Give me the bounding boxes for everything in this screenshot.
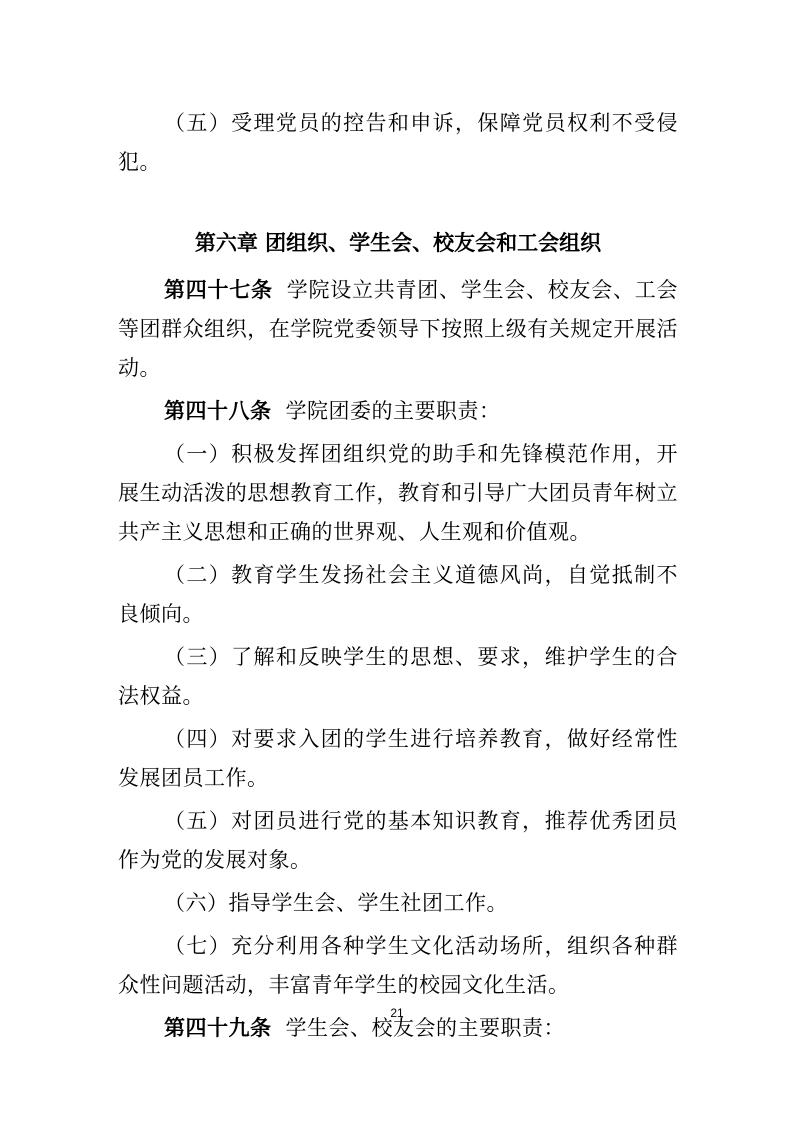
document-page (118, 96, 678, 1052)
article-48-item-6: （六）指导学生会、学生社团工作。 (164, 891, 508, 915)
article-48-item-4: （四）对要求入团的学生进行培养教育，做好经常性发展团员工作。 (118, 727, 678, 790)
article-49-label: 第四十九条 (164, 1016, 272, 1040)
article-48-text: 学院团委的主要职责： (285, 399, 501, 423)
article-48-item-3: （三）了解和反映学生的思想、要求，维护学生的合法权益。 (118, 645, 678, 708)
article-48-item-7: （七）充分利用各种学生文化活动场所，组织各种群众性问题活动，丰富青年学生的校园文化生活。 (118, 934, 678, 997)
article-47 (118, 271, 678, 388)
article-48-label: 第四十八条 (164, 399, 272, 423)
chapter-title: 第六章 团组织、学生会、校友会和工会组织 (194, 231, 602, 255)
article-47-text: 学院设立共青团、学生会、校友会、工会等团群众组织，在学院党委领导下按照上级有关规定开展活动。 (118, 278, 678, 380)
article-48-item-5: （五）对团员进行党的基本知识教育，推荐优秀团员作为党的发展对象。 (118, 809, 678, 872)
article-48-item-2: （二）教育学生发扬社会主义道德风尚，自觉抵制不良倾向。 (118, 563, 678, 626)
paragraph-intro-item: （五）受理党员的控告和申诉，保障党员权利不受侵犯。 (118, 111, 678, 174)
page-number: 21 (390, 1006, 404, 1020)
article-49-text: 学生会、校友会的主要职责： (285, 1016, 565, 1040)
article-47-label: 第四十七条 (164, 278, 273, 302)
article-48-item-1: （一）积极发挥团组织党的助手和先锋模范作用，开展生动活泼的思想教育工作，教育和引导广大团员青年树立共产主义思想和正确的世界观、人生观和价值观。 (118, 442, 678, 544)
article-48 (118, 392, 678, 431)
